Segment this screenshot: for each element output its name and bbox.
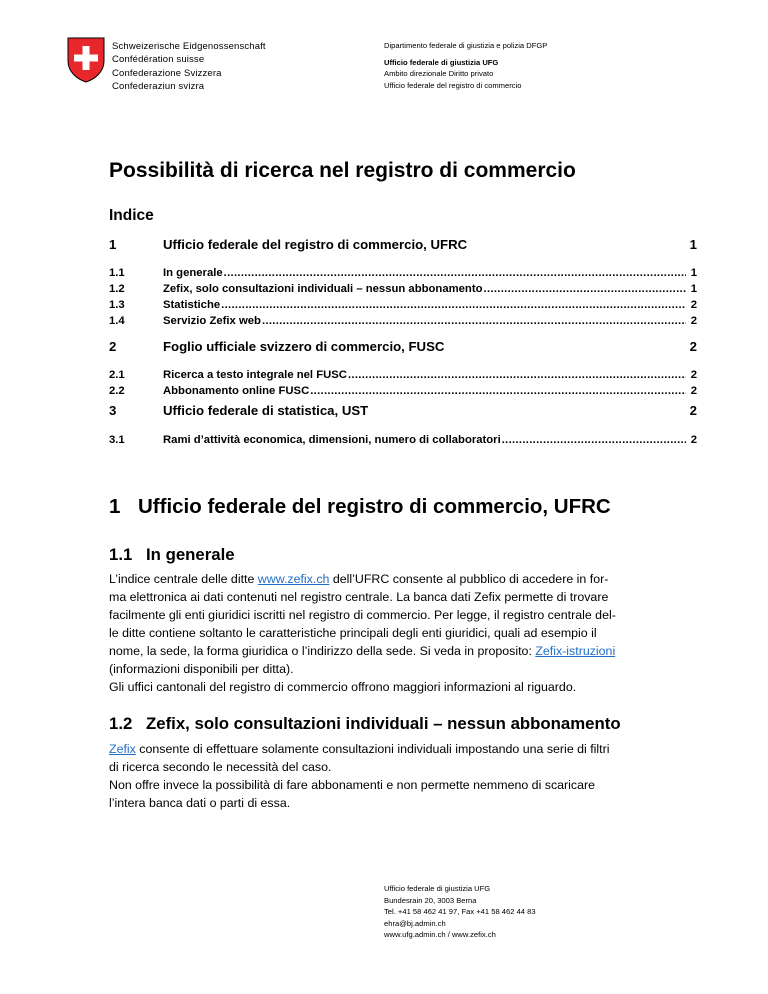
text-span: L’indice centrale delle ditte	[109, 572, 258, 586]
zefix-istruzioni-link[interactable]: Zefix-istruzioni	[535, 644, 616, 658]
toc-entry-text: Rami d’attività economica, dimensioni, numero di collaboratori	[163, 434, 501, 446]
zefix-link[interactable]: Zefix	[109, 742, 136, 756]
text-span: dell’UFRC consente al pubblico di accedere in for-	[329, 572, 609, 586]
toc-entry-page: 2	[690, 299, 697, 311]
toc-entry-text: Statistiche	[163, 299, 221, 311]
toc-entry[interactable]	[109, 281, 697, 297]
toc-entry-text: Ufficio federale del registro di commercio, UFRC	[163, 237, 468, 252]
toc-entry-number: 2.1	[109, 369, 125, 381]
paragraph-line	[109, 642, 709, 660]
subsection-heading	[109, 714, 621, 734]
paragraph-line: facilmente gli enti giuridici iscritti nel registro di commercio. Per legge, il registro centrale del-	[109, 608, 616, 622]
paragraph-zefix	[109, 740, 709, 812]
country-names	[112, 40, 266, 94]
toc-entry[interactable]	[109, 237, 697, 257]
footer-office: Ufficio federale di giustizia UFG	[384, 884, 491, 893]
toc-section	[109, 237, 697, 257]
country-name-fr: Confédération suisse	[112, 54, 205, 66]
toc-entry-page: 1	[689, 237, 697, 252]
toc-entry-page: 2	[690, 385, 697, 397]
text-span: nome, la sede, la forma giuridica o l’indirizzo della sede. Si veda in proposito:	[109, 644, 536, 658]
toc-dot-leader	[224, 265, 686, 281]
toc-dot-leader	[221, 297, 686, 313]
toc-entry-text: Servizio Zefix web	[163, 315, 261, 327]
footer-address	[384, 883, 536, 941]
toc-entry-number: 1.3	[109, 299, 125, 311]
department-name: Dipartimento federale di giustizia e polizia DFGP	[384, 41, 548, 50]
toc-entry-text: Ricerca a testo integrale nel FUSC	[163, 369, 347, 381]
unit-name: Ambito direzionale Diritto privato	[384, 69, 494, 78]
toc-entry-page: 1	[690, 267, 697, 279]
toc-entry[interactable]	[109, 265, 697, 281]
toc-entry-page: 2	[690, 315, 697, 327]
paragraph-line: ma elettronica ai dati contenuti nel registro centrale. La banca dati Zefix permette di trovare	[109, 590, 609, 604]
paragraph-line: Gli uffici cantonali del registro di commercio offrono maggiori informazioni al riguardo.	[109, 680, 577, 694]
paragraph-line: (informazioni disponibili per ditta).	[109, 662, 294, 676]
paragraph-line: di ricerca secondo le necessità del caso.	[109, 760, 332, 774]
toc-dot-leader	[348, 367, 686, 383]
toc-section	[109, 403, 697, 423]
section-title: Ufficio federale del registro di commercio, UFRC	[138, 495, 611, 518]
toc-entry-page: 2	[689, 403, 697, 418]
zefix-link[interactable]: www.zefix.ch	[257, 572, 330, 586]
toc-entry-number: 1.2	[109, 283, 125, 295]
paragraph-line: l’intera banca dati o parti di essa.	[109, 796, 291, 810]
toc-entry[interactable]	[109, 383, 697, 399]
toc-entry-number: 2	[109, 339, 117, 354]
text-span: consente di effettuare solamente consultazioni individuali impostando una serie di filtri	[135, 742, 610, 756]
country-name-rm: Confederaziun svizra	[112, 81, 205, 93]
section-number: 1	[109, 495, 121, 518]
toc-section	[109, 339, 697, 359]
toc-entry[interactable]	[109, 403, 697, 423]
toc-entry-text: Foglio ufficiale svizzero di commercio, FUSC	[163, 339, 445, 354]
footer-address-line: Bundesrain 20, 3003 Berna	[384, 895, 477, 905]
toc-subsection-group	[109, 265, 697, 329]
toc-entry-page: 1	[690, 283, 697, 295]
country-name-de: Schweizerische Eidgenossenschaft	[112, 41, 266, 52]
toc-entry-page: 2	[689, 339, 697, 354]
document-title: Possibilità di ricerca nel registro di commercio	[109, 159, 576, 182]
toc-dot-leader	[502, 432, 686, 448]
toc-entry-text: Zefix, solo consultazioni individuali – nessun abbonamento	[163, 283, 483, 295]
toc-entry-text: In generale	[163, 267, 223, 279]
toc-entry-text: Abbonamento online FUSC	[163, 385, 310, 397]
department-block	[384, 40, 547, 91]
toc-entry-number: 3	[109, 403, 117, 418]
paragraph-line	[109, 740, 709, 758]
subsection-title: In generale	[146, 545, 235, 564]
subsection-number: 1.1	[109, 545, 133, 564]
paragraph-in-generale	[109, 570, 709, 696]
toc-subsection-group	[109, 432, 697, 448]
toc-entry-number: 1	[109, 237, 117, 252]
toc-entry[interactable]	[109, 297, 697, 313]
toc-entry[interactable]	[109, 432, 697, 448]
toc-entry-number: 2.2	[109, 385, 125, 397]
toc-entry-number: 3.1	[109, 434, 125, 446]
toc-heading: Indice	[109, 207, 154, 224]
subsection-heading	[109, 545, 235, 565]
toc-entry-number: 1.1	[109, 267, 125, 279]
subsection-number: 1.2	[109, 714, 133, 733]
toc-entry-page: 2	[690, 369, 697, 381]
footer-email: ehra@bj.admin.ch	[384, 918, 446, 928]
toc-dot-leader	[484, 281, 687, 297]
subunit-name: Ufficio federale del registro di commercio	[384, 80, 522, 90]
toc-subsection-group	[109, 367, 697, 399]
toc-entry[interactable]	[109, 367, 697, 383]
country-name-it: Confederazione Svizzera	[112, 67, 222, 79]
toc-dot-leader	[262, 313, 686, 329]
subsection-title: Zefix, solo consultazioni individuali – nessun abbonamento	[146, 714, 621, 733]
paragraph-line: Non offre invece la possibilità di fare abbonamenti e non permette nemmeno di scaricare	[109, 778, 596, 792]
office-name: Ufficio federale di giustizia UFG	[384, 57, 499, 67]
section-heading	[109, 495, 611, 519]
toc-entry-number: 1.4	[109, 315, 125, 327]
toc-dot-leader	[310, 383, 686, 399]
paragraph-line	[109, 570, 709, 588]
toc-entry[interactable]	[109, 339, 697, 359]
swiss-cross-shield-icon	[66, 37, 106, 83]
paragraph-line: le ditte contiene soltanto le caratteristiche principali degli enti giuridici, quali ad esempio il	[109, 626, 597, 640]
footer-web: www.ufg.admin.ch / www.zefix.ch	[384, 930, 496, 940]
toc-entry[interactable]	[109, 313, 697, 329]
toc-entry-page: 2	[690, 434, 697, 446]
footer-phone: Tel. +41 58 462 41 97, Fax +41 58 462 44 83	[384, 907, 536, 917]
toc-entry-text: Ufficio federale di statistica, UST	[163, 403, 369, 418]
